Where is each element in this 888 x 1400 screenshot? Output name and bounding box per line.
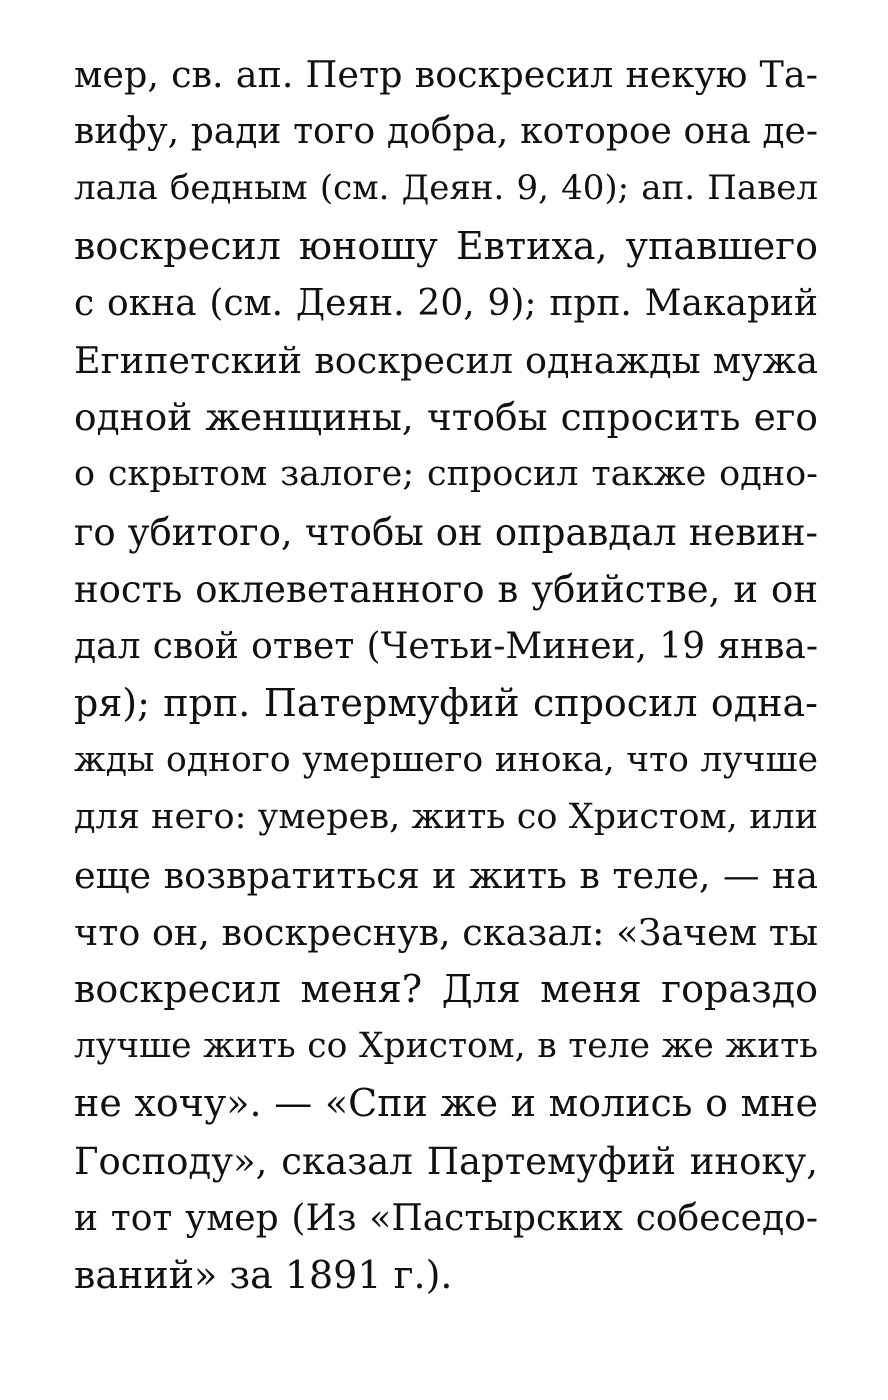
- text-line: Египетский воскресил однажды мужа: [74, 338, 818, 382]
- text-line: еще возвратиться и жить в теле, — на: [74, 853, 818, 897]
- text-line: для него: умерев, жить со Христом, или: [74, 797, 818, 838]
- text-line: ность оклеветанного в убийстве, и он: [74, 567, 818, 611]
- text-line: и тот умер (Из «Пастырских собеседо-: [74, 1197, 818, 1239]
- body-text: [74, 46, 818, 1304]
- text-line: о скрытом залоге; спросил также одно-: [74, 454, 818, 495]
- text-line: вифу, ради того добра, которое она де-: [74, 111, 818, 153]
- text-line: Господу», сказал Партемуфий иноку,: [74, 1139, 818, 1183]
- text-line: жды одного умершего инока, что лучше: [74, 740, 818, 781]
- text-line: лучше жить со Христом, в теле же жить: [74, 1026, 818, 1067]
- text-line: что он, воскреснув, сказал: «Зачем ты: [74, 910, 818, 954]
- text-line: с окна (см. Деян. 20, 9); прп. Макарий: [74, 282, 818, 324]
- text-line: одной женщины, чтобы спросить его: [74, 395, 818, 440]
- text-line: воскресил юношу Евтиха, упавшего: [74, 223, 818, 268]
- text-line: не хочу». — «Спи же и молись о мне: [74, 1081, 818, 1126]
- text-line: дал свой ответ (Четьи-Минеи, 19 янва-: [74, 625, 818, 667]
- text-line: воскресил меня? Для меня гораздо: [74, 967, 818, 1011]
- text-line: мер, св. ап. Петр воскресил некую Та-: [74, 53, 818, 96]
- text-line: ря); прп. Патермуфий спросил одна-: [74, 681, 818, 726]
- text-line: го убитого, чтобы он оправдал невин-: [74, 510, 818, 554]
- text-line-last: ваний» за 1891 г.).: [74, 1252, 453, 1297]
- text-line: лала бедным (см. Деян. 9, 40); ап. Павел: [74, 168, 818, 209]
